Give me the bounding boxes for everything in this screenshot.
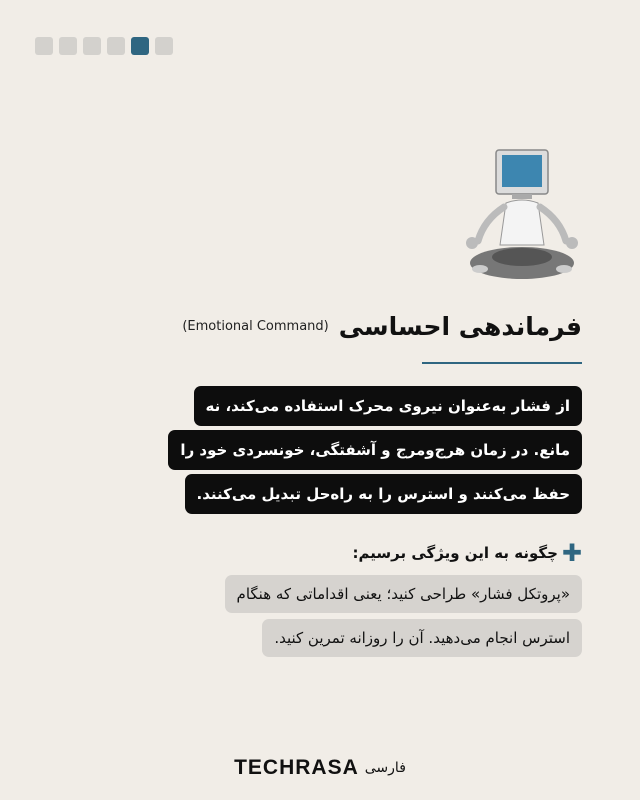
progress-dot	[155, 37, 173, 55]
page-title: فرماندهی احساسی	[338, 312, 582, 341]
title-divider	[422, 362, 582, 364]
meditating-monitor-head-illustration	[440, 145, 600, 295]
brand-logo-text: TECHRASA	[234, 756, 359, 779]
brand-fa-label: فارسی	[364, 760, 406, 776]
intro-paragraph	[168, 386, 582, 514]
progress-indicator	[35, 37, 173, 55]
footer-brand	[0, 756, 640, 780]
intro-line: از فشار به‌عنوان نیروی محرک استفاده می‌کند، نه	[194, 386, 582, 426]
tip-line: «پروتکل فشار» طراحی کنید؛ یعنی اقداماتی که هنگام	[225, 575, 582, 613]
heading	[182, 312, 582, 341]
how-to-heading	[353, 541, 582, 565]
plus-icon: ✚	[561, 539, 582, 567]
intro-line: مانع. در زمان هرج‌ومرج و آشفتگی، خونسردی خود را	[168, 430, 582, 470]
intro-line: حفظ می‌کنند و استرس را به راه‌حل تبدیل می‌کنند.	[185, 474, 582, 514]
tip-paragraph	[225, 575, 582, 657]
how-to-label: چگونه به این ویژگی برسیم:	[352, 544, 558, 562]
tip-line: استرس انجام می‌دهید. آن را روزانه تمرین کنید.	[262, 619, 582, 657]
progress-dot	[107, 37, 125, 55]
progress-dot	[83, 37, 101, 55]
progress-dot	[35, 37, 53, 55]
progress-dot-active	[131, 37, 149, 55]
progress-dot	[59, 37, 77, 55]
page-subtitle: (Emotional Command)	[182, 319, 329, 334]
